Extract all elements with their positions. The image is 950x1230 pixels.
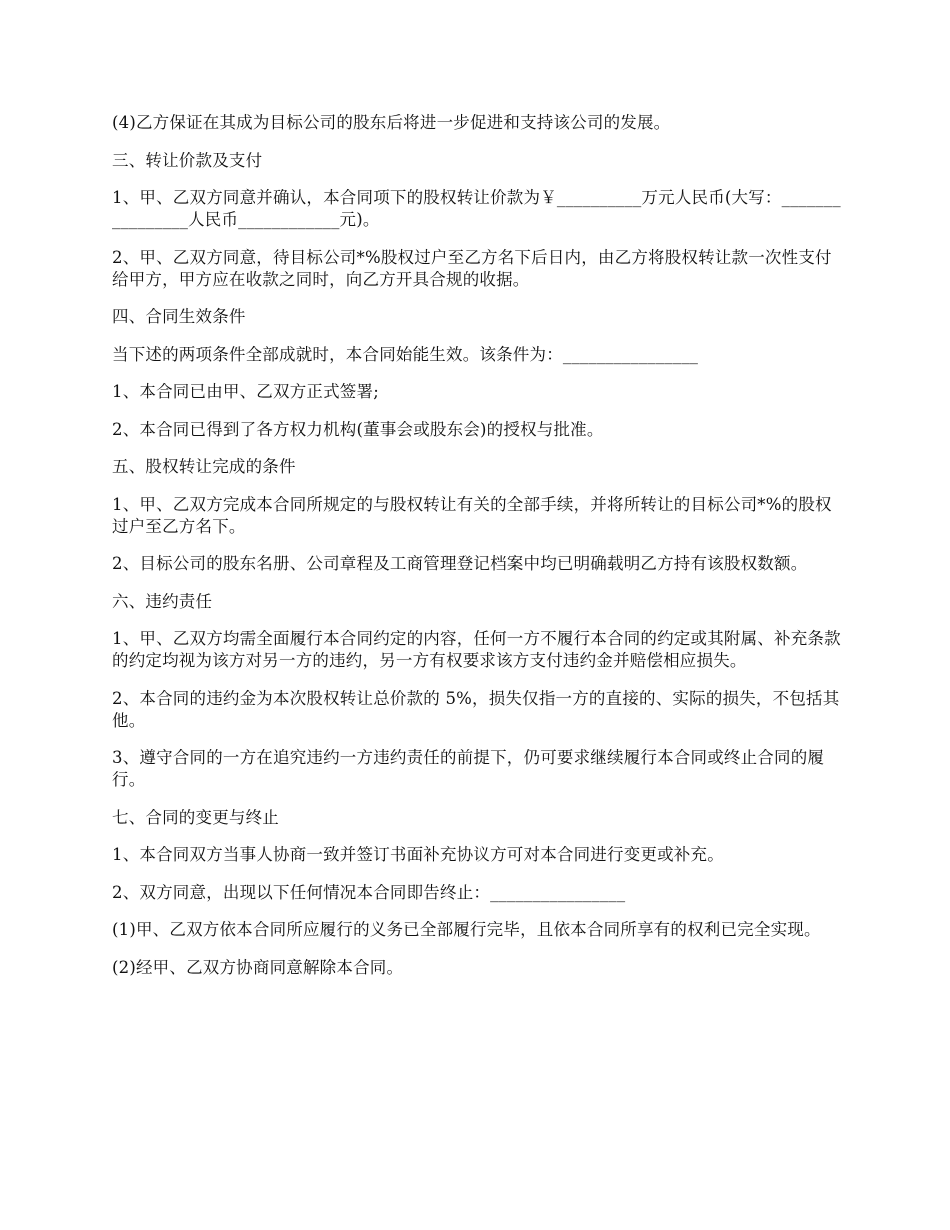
clause-paragraph: 3、遵守合同的一方在追究违约一方违约责任的前提下，仍可要求继续履行本合同或终止合同的履行。 (112, 748, 825, 789)
clause-paragraph: 1、甲、乙双方完成本合同所规定的与股权转让有关的全部手续，并将所转让的目标公司*%的股权过户至乙方名下。 (112, 494, 832, 536)
clause-paragraph: 1、本合同双方当事人协商一致并签订书面补充协议方可对本合同进行变更或补充。 (112, 845, 724, 864)
clause-paragraph: (1)甲、乙双方依本合同所应履行的义务已全部履行完毕，且依本合同所享有的权利已完全实现。 (112, 920, 821, 939)
section-heading: 七、合同的变更与终止 (112, 807, 279, 827)
clause-paragraph: 2、双方同意，出现以下任何情况本合同即告终止：________________ (112, 882, 626, 902)
clause-paragraph: (2)经甲、乙双方协商同意解除本合同。 (112, 957, 404, 977)
section-heading: 三、转让价款及支付 (112, 150, 263, 170)
clause-paragraph: 2、目标公司的股东名册、公司章程及工商管理登记档案中均已明确载明乙方持有该股权数额。 (112, 554, 808, 573)
clause-paragraph: (4)乙方保证在其成为目标公司的股东后将进一步促进和支持该公司的发展。 (112, 113, 671, 132)
section-heading: 五、股权转让完成的条件 (112, 457, 296, 476)
clause-paragraph: 1、本合同已由甲、乙双方正式签署; (112, 382, 379, 401)
clause-paragraph: 1、甲、乙双方同意并确认，本合同项下的股权转让价款为￥__________万元人民币(大写：________________人民币____________元)。 (112, 188, 841, 229)
clause-paragraph: 当下述的两项条件全部成就时，本合同始能生效。该条件为：________________ (112, 344, 699, 364)
clause-paragraph: 2、本合同的违约金为本次股权转让总价款的 5%，损失仅指一方的直接的、实际的损失，不包括其他。 (112, 688, 840, 730)
document-page (112, 112, 842, 994)
section-heading: 四、合同生效条件 (112, 307, 246, 326)
clause-paragraph: 2、本合同已得到了各方权力机构(董事会或股东会)的授权与批准。 (112, 419, 604, 439)
clause-paragraph: 2、甲、乙双方同意，待目标公司*%股权过户至乙方名下后日内，由乙方将股权转让款一次性支付给甲方，甲方应在收款之同时，向乙方开具合规的收据。 (112, 247, 832, 289)
clause-paragraph: 1、甲、乙双方均需全面履行本合同约定的内容，任何一方不履行本合同的约定或其附属、补充条款的约定均视为该方对另一方的违约，另一方有权要求该方支付违约金并赔偿相应损失。 (112, 629, 841, 670)
section-heading: 六、违约责任 (112, 591, 213, 611)
